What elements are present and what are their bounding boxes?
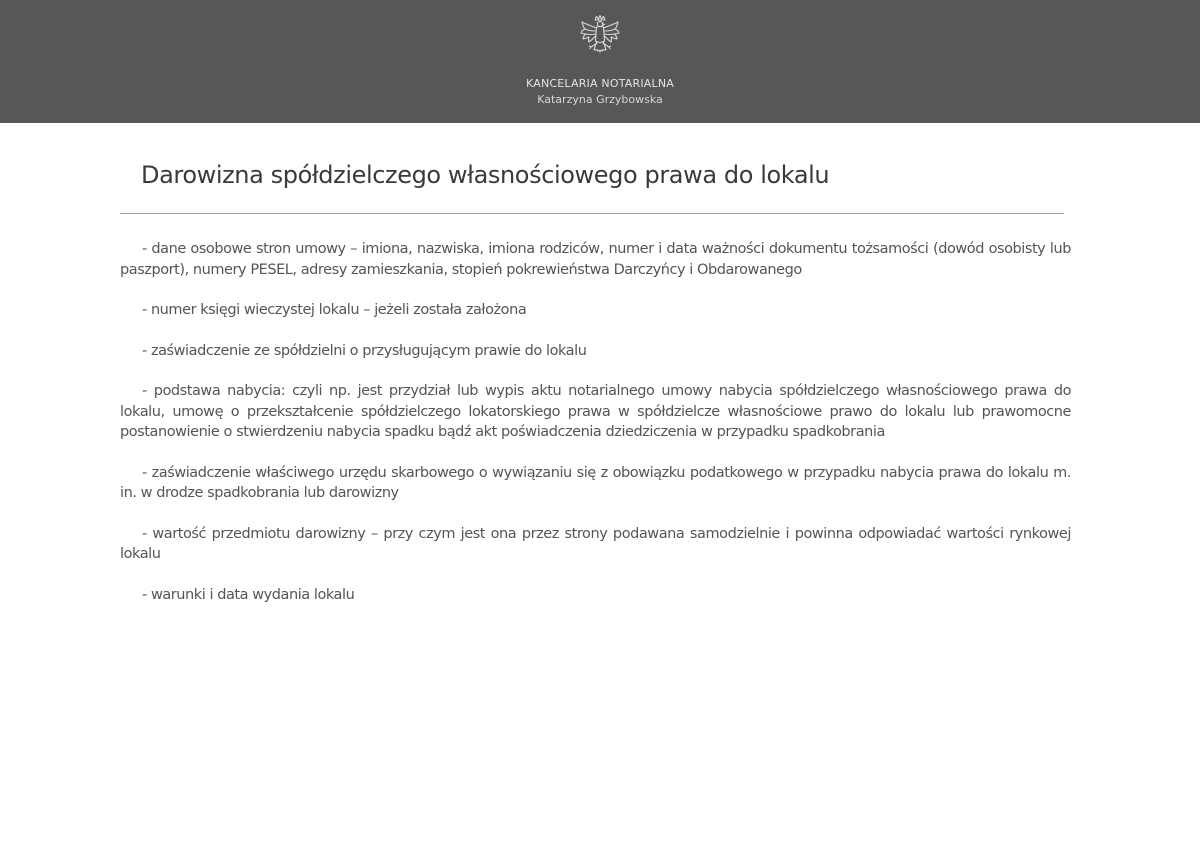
list-item: - podstawa nabycia: czyli np. jest przydział lub wypis aktu notarialnego umowy nabycia spółdzielczego własnościowego prawa do lokalu, umowę o przekształcenie spółdzielczego lokatorskiego prawa w spółdzielcze własnościowe prawo do lokalu lub prawomocne postanowienie o stwierdzeniu nabycia spadku bądź akt poświadczenia dziedziczenia w przypadku spadkobrania <box>120 383 1071 440</box>
office-name: KANCELARIA NOTARIALNA <box>526 77 674 90</box>
title-divider <box>120 213 1064 214</box>
notary-name: Katarzyna Grzybowska <box>537 93 663 106</box>
polish-eagle-icon[interactable] <box>577 14 623 62</box>
site-header <box>0 0 1200 123</box>
list-item: - warunki i data wydania lokalu <box>142 586 355 603</box>
list-item: - wartość przedmiotu darowizny – przy czym jest ona przez strony podawana samodzielnie i powinna odpowiadać wartości rynkowej lokalu <box>120 525 1071 562</box>
list-item: - dane osobowe stron umowy – imiona, nazwiska, imiona rodziców, numer i data ważności dokumentu tożsamości (dowód osobisty lub paszport), numery PESEL, adresy zamieszkania, stopień pokrewieństwa Darczyńcy i Obdarowanego <box>120 241 1071 278</box>
list-item: - zaświadczenie ze spółdzielni o przysługującym prawie do lokalu <box>142 342 587 359</box>
list-item: - numer księgi wieczystej lokalu – jeżeli została założona <box>142 302 527 318</box>
page-title: Darowizna spółdzielczego własnościowego prawa do lokalu <box>141 161 830 189</box>
list-item: - zaświadczenie właściwego urzędu skarbowego o wywiązaniu się z obowiązku podatkowego w przypadku nabycia prawa do lokalu m. in. w drodze spadkobrania lub darowizny <box>120 464 1071 501</box>
requirements-list <box>120 239 1071 625</box>
